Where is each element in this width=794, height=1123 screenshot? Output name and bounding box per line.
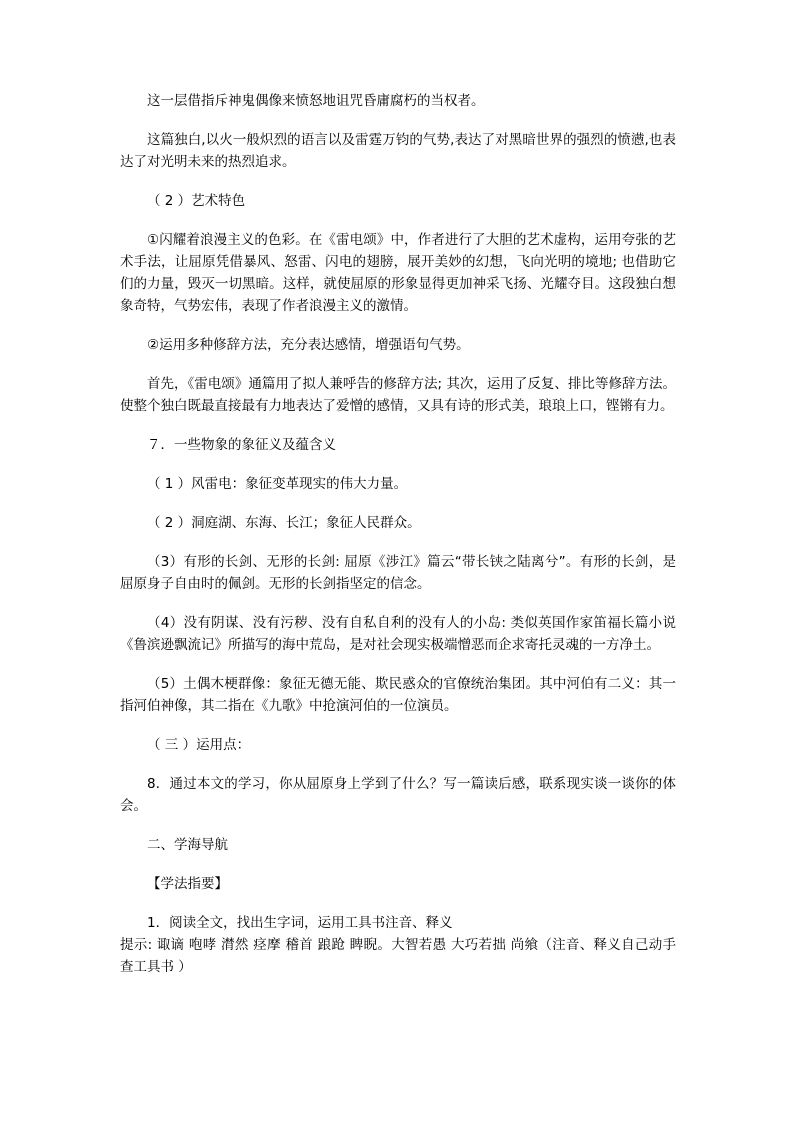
heading-symbolism: ７．一些物象的象征义及蕴含义 [147,437,336,453]
heading-application: （ 三 ）运用点： [147,737,251,753]
list-item-idols: （5）土偶木梗群像：象征无德无能、欺民惑众的官僚统治集团。其中河伯有二义：其一指河伯神像，其二指在《九歌》中抢演河伯的一位演员。 [120,676,676,714]
paragraph-hint: 提示: 诹谪 咆哮 潸然 痉摩 稽首 踉跄 睥睨。大智若愚 大巧若拙 尚飨（注音、释义自己动手查工具书 ） [120,937,676,975]
list-item-lakes-seas: （ 2 ）洞庭湖、东海、长江；象征人民群众。 [147,515,421,531]
paragraph-monologue-summary: 这篇独白,以火一般炽烈的语言以及雷霆万钧的气势,表达了对黑暗世界的强烈的愤懑,也表达了对光明未来的热烈追求。 [120,132,676,170]
list-item-wind-thunder-lightning: （ 1 ）风雷电：象征变革现实的伟大力量。 [147,476,408,492]
paragraph-rhetoric-detail: 首先，《雷电颂》通篇用了拟人兼呼告的修辞方法; 其次，运用了反复、排比等修辞方法。使整个独白既最直接最有力地表达了爱憎的感情，又具有诗的形式美，琅琅上口，铿锵有力。 [120,376,676,414]
list-item-swords: （3）有形的长剑、无形的长剑: 屈原《涉江》篇云“带长铗之陆离兮”。有形的长剑，是屈原身子自由时的佩剑。无形的长剑指坚定的信念。 [120,554,676,592]
heading-study-method: 【学法指要】 [147,876,228,892]
list-item-island: （4）没有阴谋、没有污秽、没有自私自利的没有人的小岛: 类似英国作家笛福长篇小说《鲁滨逊飘流记》所描写的海中荒岛，是对社会现实极端憎恶而企求寄托灵魂的一方净土。 [120,615,676,653]
paragraph-vocabulary-task: 1．阅读全文，找出生字词，运用工具书注音、释义 [147,915,453,931]
paragraph-romanticism: ①闪耀着浪漫主义的色彩。在《雷电颂》中，作者进行了大胆的艺术虚构，运用夸张的艺术手法，让屈原凭借暴风、怒雷、闪电的翅膀，展开美妙的幻想，飞向光明的境地; 也借助它们的力量，毁灭一切黑暗。这样，就使屈原的形象显得更加神采飞扬、光耀夺目。这段独白想象奇特，气势宏伟，表现了作者浪漫主义的激情。 [120,232,676,314]
heading-artistic-features: （ 2 ）艺术特色 [147,193,246,209]
paragraph-rhetoric: ②运用多种修辞方法，充分表达感情，增强语句气势。 [147,337,470,353]
document-body [120,90,676,995]
paragraph-reading-reflection: 8．通过本文的学习，你从屈原身上学到了什么？写一篇读后感，联系现实谈一谈你的体会。 [120,776,676,814]
heading-study-navigation: 二、学海导航 [147,837,228,853]
paragraph-condemn-rulers: 这一层借指斥神鬼偶像来愤怒地诅咒昏庸腐朽的当权者。 [147,93,485,109]
